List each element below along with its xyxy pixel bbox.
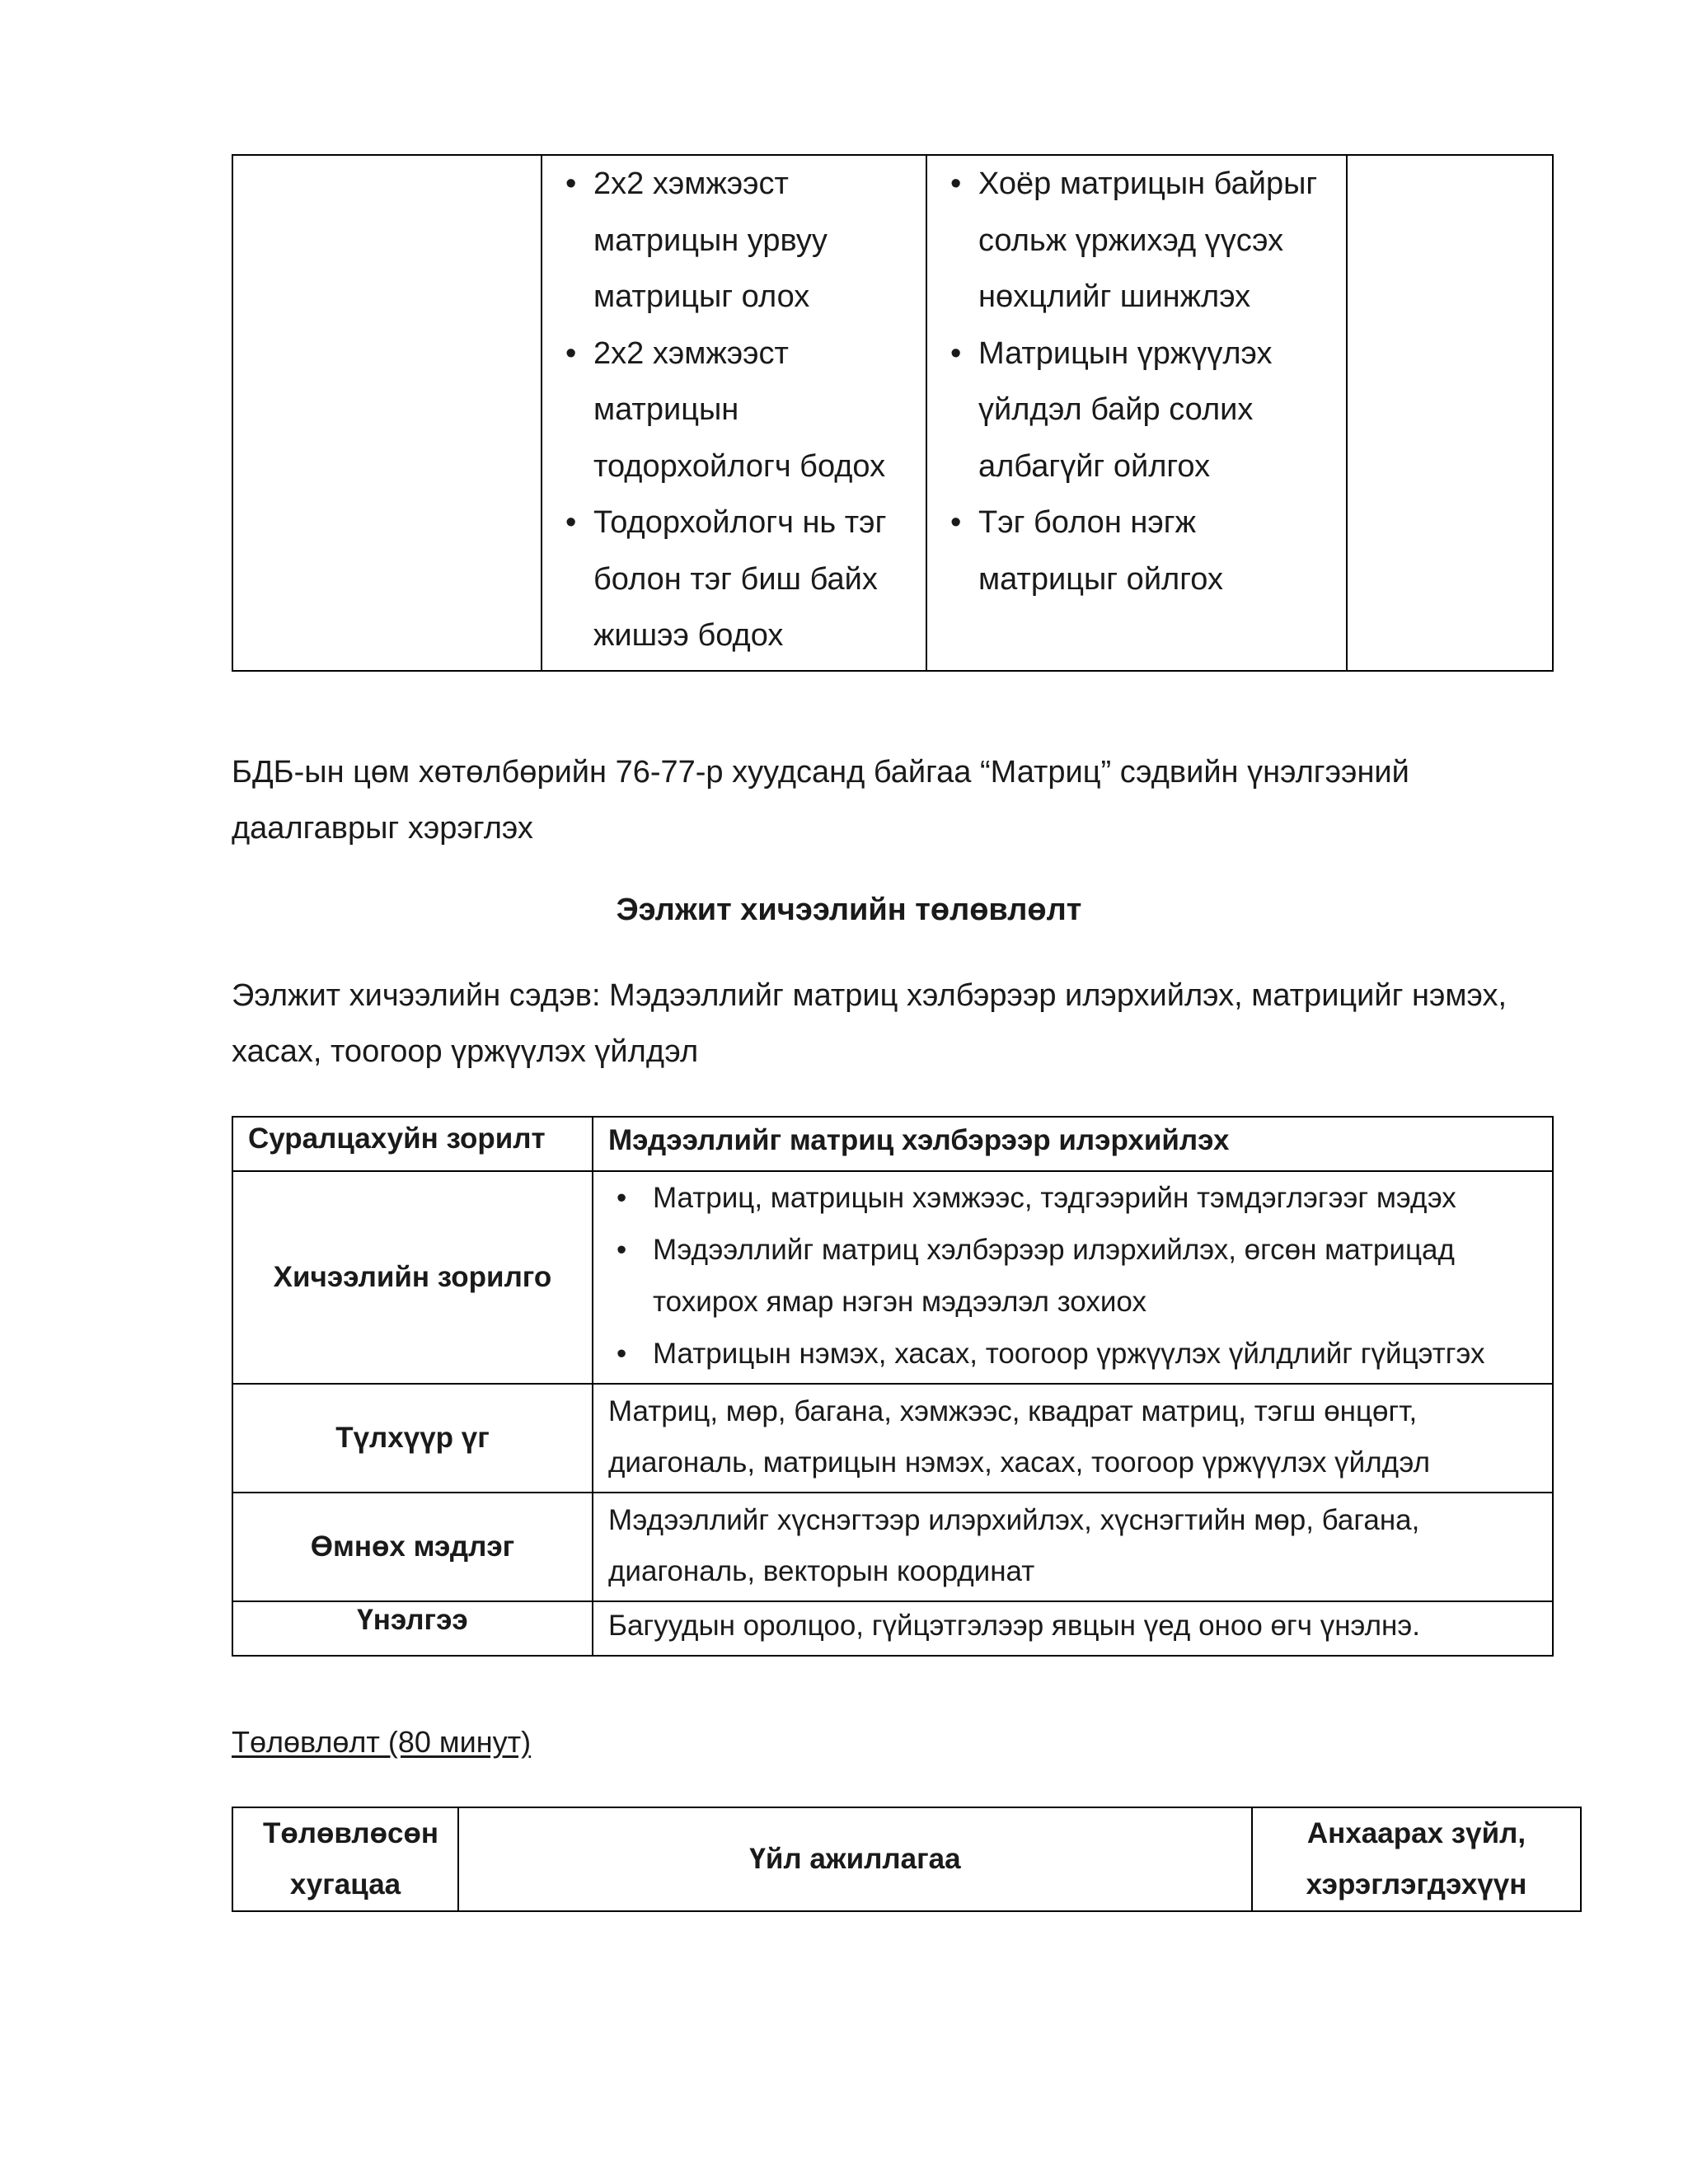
list-item: • Тэг болон нэгж матрицыг ойлгох: [937, 494, 1334, 607]
table-header-cell: Суралцахуйн зорилт: [232, 1117, 593, 1171]
row-label: Түлхүүр үг: [232, 1384, 593, 1493]
table-row: [232, 1807, 1581, 1911]
assessment-paragraph: БДБ-ын цөм хөтөлбөрийн 76-77-р хуудсанд байгаа “Матриц” сэдвийн үнэлгээний даалгаврыг хэрэглэх: [232, 755, 1409, 846]
table-cell: Багуудын оролцоо, гүйцэтгэлээр явцын үед оноо өгч үнэлнэ.: [593, 1601, 1553, 1656]
bullet-list: [937, 156, 1334, 607]
table-header-cell: Үйл ажиллагаа: [458, 1807, 1252, 1911]
page-title: Ээлжит хичээлийн төлөвлөлт: [616, 893, 1082, 927]
list-item: • Матрицын нэмэх, хасах, тоогоор үржүүлэх үйлдлийг гүйцэтгэх: [608, 1328, 1540, 1380]
table-row: [232, 1384, 1553, 1493]
table-row: [232, 155, 1553, 671]
activities-table-continuation: [232, 154, 1554, 672]
objectives-table: [232, 1116, 1554, 1657]
bullet-list: [608, 1172, 1540, 1380]
table-cell: Мэдээллийг хүснэгтээр илэрхийлэх, хүснэгтийн мөр, багана, диагональ, векторын координат: [593, 1493, 1553, 1601]
list-item: • Матриц, матрицын хэмжээс, тэдгээрийн тэмдэглэгээг мэдэх: [608, 1172, 1540, 1224]
table-header-cell: Төлөвлөсөн хугацаа: [232, 1807, 458, 1911]
bullet-list: [552, 156, 911, 664]
table-header-cell: Мэдээллийг матриц хэлбэрээр илэрхийлэх: [593, 1117, 1553, 1171]
table-cell: Матриц, мөр, багана, хэмжээс, квадрат матриц, тэгш өнцөгт, диагональ, матрицын нэмэх, хасах, тоогоор үржүүлэх үйлдэл: [593, 1384, 1553, 1493]
table-row: [232, 1117, 1553, 1171]
planning-table: [232, 1807, 1582, 1912]
list-item: • Мэдээллийг матриц хэлбэрээр илэрхийлэх, өгсөн матрицад тохирох ямар нэгэн мэдээлэл зохиох: [608, 1224, 1540, 1328]
list-item: • 2x2 хэмжээст матрицын тодорхойлогч бодох: [552, 326, 894, 495]
lesson-topic: Ээлжит хичээлийн сэдэв: Мэдээллийг матриц хэлбэрээр илэрхийлэх, матрицийг нэмэх, хасах, тоогоор үржүүлэх үйлдэл: [232, 978, 1507, 1069]
list-item: • Тодорхойлогч нь тэг болон тэг биш байх жишээ бодох: [552, 494, 894, 664]
planning-title: Төлөвлөлт (80 минут): [232, 1725, 532, 1759]
table-row: [232, 1493, 1553, 1601]
table-cell: [542, 155, 926, 671]
empty-cell: [1347, 155, 1553, 671]
row-label: Үнэлгээ: [232, 1601, 593, 1656]
list-item: • 2x2 хэмжээст матрицын урвуу матрицыг олох: [552, 156, 894, 326]
row-label: Өмнөх мэдлэг: [232, 1493, 593, 1601]
row-label: Хичээлийн зорилго: [232, 1171, 593, 1384]
list-item: • Хоёр матрицын байрыг сольж үржихэд үүсэх нөхцлийг шинжлэх: [937, 156, 1334, 326]
table-row: [232, 1171, 1553, 1384]
table-row: [232, 1601, 1553, 1656]
list-item: • Матрицын үржүүлэх үйлдэл байр солих албагүйг ойлгох: [937, 326, 1334, 495]
table-cell: [593, 1171, 1553, 1384]
table-cell: [926, 155, 1347, 671]
empty-cell: [232, 155, 542, 671]
table-header-cell: Анхаарах зүйл, хэрэглэгдэхүүн: [1252, 1807, 1581, 1911]
